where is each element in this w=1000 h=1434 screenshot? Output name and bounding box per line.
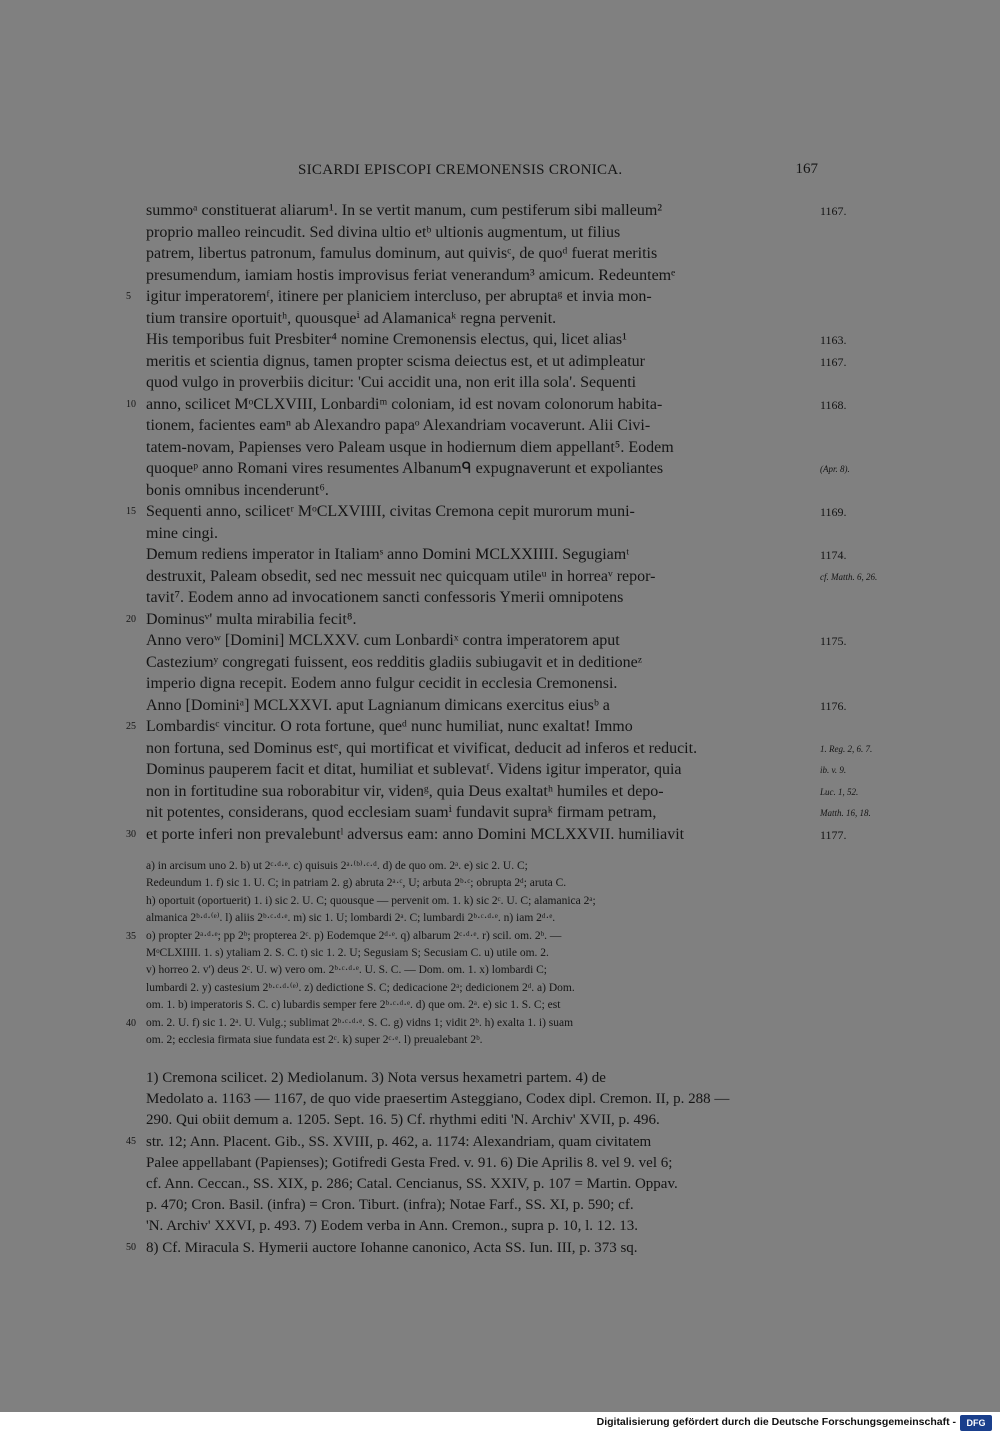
line-number: 15 bbox=[126, 506, 136, 517]
dfg-logo[interactable]: DFG bbox=[960, 1415, 992, 1431]
line-number: 50 bbox=[126, 1241, 136, 1253]
text-line: Palee appellabant (Papienses); Gotifredi Gesta Fred. v. 91. 6) Die Aprilis 8. vel 9. vel 6; bbox=[146, 1154, 673, 1171]
text-line: igitur imperatoremᶠ, itinere per planiciem intercluso, per abruptaᵍ et invia mon- bbox=[146, 288, 652, 305]
footer-bar bbox=[0, 1412, 1000, 1434]
text-line: nit potentes, considerans, quod ecclesiam suamⁱ fundavit supraᵏ firmam petram, bbox=[146, 804, 657, 821]
margin-note: 1175. bbox=[820, 634, 847, 648]
text-line: o) propter 2ᵃ·ᵈ·ᵉ; pp 2ᵇ; propterea 2ᶜ. p) Eodemque 2ᵈ·ᵉ. q) albarum 2ᶜ·ᵈ·ᵉ. r) scil. om. 2ᵇ. — bbox=[146, 929, 562, 942]
text-line: 'N. Archiv' XXVI, p. 493. 7) Eodem verba in Ann. Cremon., supra p. 10, l. 12. 13. bbox=[146, 1218, 639, 1235]
text-line: quod vulgo in proverbiis dicitur: 'Cui accidit una, non erit illa sola'. Sequenti bbox=[146, 374, 637, 391]
text-line: Dominus pauperem facit et ditat, humiliat et sublevatᶠ. Videns igitur imperator, quia bbox=[146, 761, 682, 778]
text-line: His temporibus fuit Presbiter⁴ nomine Cremonensis electus, qui, licet alias¹ bbox=[146, 331, 627, 348]
text-line: 1) Cremona scilicet. 2) Mediolanum. 3) Nota versus hexametri partem. 4) de bbox=[146, 1070, 606, 1086]
text-line: Sequenti anno, scilicetʳ MᵒCLXVIIII, civitas Cremona cepit murorum muni- bbox=[146, 503, 635, 520]
text-line: Anno veroʷ [Domini] MCLXXV. cum Lonbardiˣ contra imperatorem aput bbox=[146, 632, 620, 649]
margin-note: 1. Reg. 2, 6. 7. bbox=[820, 743, 873, 754]
text-line: tium transire oportuitʰ, quousqueⁱ ad Alamanicaᵏ regna pervenit. bbox=[146, 309, 557, 327]
line-number: 45 bbox=[126, 1135, 136, 1147]
margin-note: 1174. bbox=[820, 548, 847, 562]
text-line: imperio digna recepit. Eodem anno fulgur cecidit in ecclesia Cremonensi. bbox=[146, 675, 618, 692]
text-line: presumendum, iamiam hostis improvisus feriat venerandum³ amicum. Redeuntemᵉ bbox=[146, 266, 676, 284]
text-line: et porte inferi non prevalebuntˡ adversus eam: anno Domini MCLXXVII. humiliavit bbox=[146, 825, 685, 843]
margin-note: cf. Matth. 6, 26. bbox=[820, 571, 878, 582]
text-line: om. 1. b) imperatoris S. C. c) lubardis semper fere 2ᵇ·ᶜ·ᵈ·ᵉ. d) que om. 2ᵃ. e) sic 1. S. C; est bbox=[146, 999, 561, 1012]
text-line: quoqueᵖ anno Romani vires resumentes Albanumᑫ expugnaverunt et expoliantes bbox=[146, 460, 664, 477]
text-line: destruxit, Paleam obsedit, sed nec messuit nec quicquam utileᵘ in horreaᵛ repor- bbox=[146, 567, 656, 585]
text-line: om. 2. U. f) sic 1. 2ᵃ. U. Vulg.; sublimat 2ᵇ·ᶜ·ᵈ·ᵉ. S. C. g) vidns 1; vidit 2ᵇ. h) exalta 1. i) suam bbox=[146, 1016, 574, 1029]
line-number: 25 bbox=[126, 721, 136, 732]
text-line: str. 12; Ann. Placent. Gib., SS. XVIII, p. 462, a. 1174: Alexandriam, quam civitatem bbox=[146, 1133, 652, 1150]
line-number: 10 bbox=[126, 398, 136, 410]
text-line: non in fortitudine sua roborabitur vir, videnᵍ, quia Deus exaltatʰ humiles et depo- bbox=[146, 782, 664, 800]
margin-note: ib. v. 9. bbox=[820, 765, 847, 775]
text-line: tionem, facientes eamⁿ ab Alexandro papaᵒ Alexandriam vocaverunt. Alii Civi- bbox=[146, 417, 651, 434]
margin-note: 1169. bbox=[820, 505, 847, 519]
text-line: MᵒCLXIIII. 1. s) ytaliam 2. S. C. t) sic 1. 2. U; Segusiam S; Secusiam C. u) utile om. 2. bbox=[146, 947, 549, 959]
text-line: Medolato a. 1163 — 1167, de quo vide praesertim Asteggiano, Codex dipl. Cremon. II, p. 288 — bbox=[146, 1091, 730, 1108]
margin-note: Matth. 16, 18. bbox=[820, 808, 871, 818]
margin-note: (Apr. 8). bbox=[820, 464, 850, 474]
text-line: Anno [Dominiᵃ] MCLXXVI. aput Lagnianum dimicans exercitus eiusᵇ a bbox=[146, 696, 610, 714]
line-number: 30 bbox=[126, 828, 136, 840]
running-header bbox=[146, 160, 822, 186]
text-line: anno, scilicet MᵒCLXVIII, Lonbardiᵐ coloniam, id est novam colonorum habita- bbox=[146, 395, 663, 413]
text-line: p. 470; Cron. Basil. (infra) = Cron. Tiburt. (infra); Notae Farf., SS. XI, p. 590; cf. bbox=[146, 1197, 634, 1214]
text-line: Casteziumʸ congregati fuissent, eos redditis gladiis subiugavit et in deditioneᶻ bbox=[146, 653, 643, 671]
text-line: Dominusᵛ' multa mirabilia fecit⁸. bbox=[146, 610, 357, 628]
text-line: bonis omnibus incenderunt⁶. bbox=[146, 481, 329, 499]
text-line: meritis et scientia dignus, tamen propter scisma deiectus est, et ut adimpleatur bbox=[146, 352, 645, 370]
text-line: Demum rediens imperator in Italiamˢ anno Domini MCLXXIIII. Segugiamᵗ bbox=[146, 546, 630, 563]
text-line: a) in arcisum uno 2. b) ut 2ᶜ·ᵈ·ᵉ. c) quisuis 2ᵃ·⁽ᵇ⁾·ᶜ·ᵈ. d) de quo om. 2ᵃ. e) sic 2. U. C; bbox=[146, 860, 528, 872]
text-line: non fortuna, sed Dominus estᵉ, qui mortificat et vivificat, deducit ad inferos et reducit. bbox=[146, 739, 698, 757]
text-line: om. 2; ecclesia firmata siue fundata est 2ᶜ. k) super 2ᶜ·ᵉ. l) preualebant 2ᵇ. bbox=[146, 1034, 483, 1046]
text-line: tavit⁷. Eodem anno ad invocationem sancti confessoris Ymerii omnipotens bbox=[146, 589, 624, 606]
margin-note: 1176. bbox=[820, 698, 847, 713]
page-number: 167 bbox=[795, 161, 818, 177]
line-number: 35 bbox=[126, 930, 136, 942]
margin-note: Luc. 1, 52. bbox=[820, 786, 859, 797]
margin-note: 1168. bbox=[820, 397, 847, 412]
text-line: Lombardisᶜ vincitur. O rota fortune, queᵈ nunc humiliat, nunc exaltat! Immo bbox=[146, 718, 633, 735]
line-number: 5 bbox=[126, 291, 131, 302]
margin-note: 1163. bbox=[820, 333, 847, 347]
text-line: proprio malleo reincudit. Sed divina ultio etᵇ ultionis augmentum, ut filius bbox=[146, 223, 621, 241]
margin-note: 1167. bbox=[820, 204, 847, 218]
text-line: 8) Cf. Miracula S. Hymerii auctore Iohanne canonico, Acta SS. Iun. III, p. 373 sq. bbox=[146, 1239, 638, 1256]
text-line: lumbardi 2. y) castesium 2ᵇ·ᶜ·ᵈ·⁽ᵉ⁾. z) dedictione S. C; dedicacione 2ᵃ; dedicionem 2ᵈ. a) Dom. bbox=[146, 981, 575, 994]
text-line: Redeundum 1. f) sic 1. U. C; in patriam 2. g) abruta 2ᵃ·ᶜ, U; arbuta 2ᵇ·ᶜ; obrupta 2ᵈ; aruta C. bbox=[146, 877, 567, 890]
line-number: 20 bbox=[126, 613, 136, 625]
text-line: v) horreo 2. v') deus 2ᶜ. U. w) vero om. 2ᵇ·ᶜ·ᵈ·ᵉ. U. S. C. — Dom. om. 1. x) lombardi C; bbox=[146, 964, 548, 977]
text-line: almanica 2ᵇ·ᵈ·⁽ᵉ⁾. l) aliis 2ᵇ·ᶜ·ᵈ·ᵉ. m) sic 1. U; lombardi 2ᵃ. C; lumbardi 2ᵇ·ᶜ·ᵈ·ᵉ. n) iam 2ᵈ·ᵉ. bbox=[146, 912, 556, 925]
text-line: patrem, libertus patronum, famulus dominum, aut quivisᶜ, de quoᵈ fuerat meritis bbox=[146, 245, 658, 262]
text-line: cf. Ann. Ceccan., SS. XIX, p. 286; Catal. Cencianus, SS. XXIV, p. 107 = Martin. Oppav. bbox=[146, 1176, 678, 1192]
text-line: tatem-novam, Papienses vero Paleam usque in hodiernum diem appellant⁵. Eodem bbox=[146, 438, 674, 456]
running-title: SICARDI EPISCOPI CREMONENSIS CRONICA. bbox=[298, 162, 623, 178]
text-line: 290. Qui obiit demum a. 1205. Sept. 16. 5) Cf. rhythmi editi 'N. Archiv' XVII, p. 496. bbox=[146, 1112, 660, 1129]
line-number: 40 bbox=[126, 1017, 136, 1029]
margin-note: 1167. bbox=[820, 354, 847, 369]
text-line: summoᵃ constituerat aliarum¹. In se vertit manum, cum pestiferum sibi malleum² bbox=[146, 202, 663, 219]
text-line: mine cingi. bbox=[146, 524, 218, 542]
text-line: h) oportuit (oportuerit) 1. i) sic 2. U. C; quousque — pervenit om. 1. k) sic 2ᶜ. U. C; alamanica 2ᵃ; bbox=[146, 894, 596, 907]
margin-note: 1177. bbox=[820, 827, 847, 842]
funding-credit: Digitalisierung gefördert durch die Deutsche Forschungsgemeinschaft - bbox=[596, 1416, 956, 1428]
